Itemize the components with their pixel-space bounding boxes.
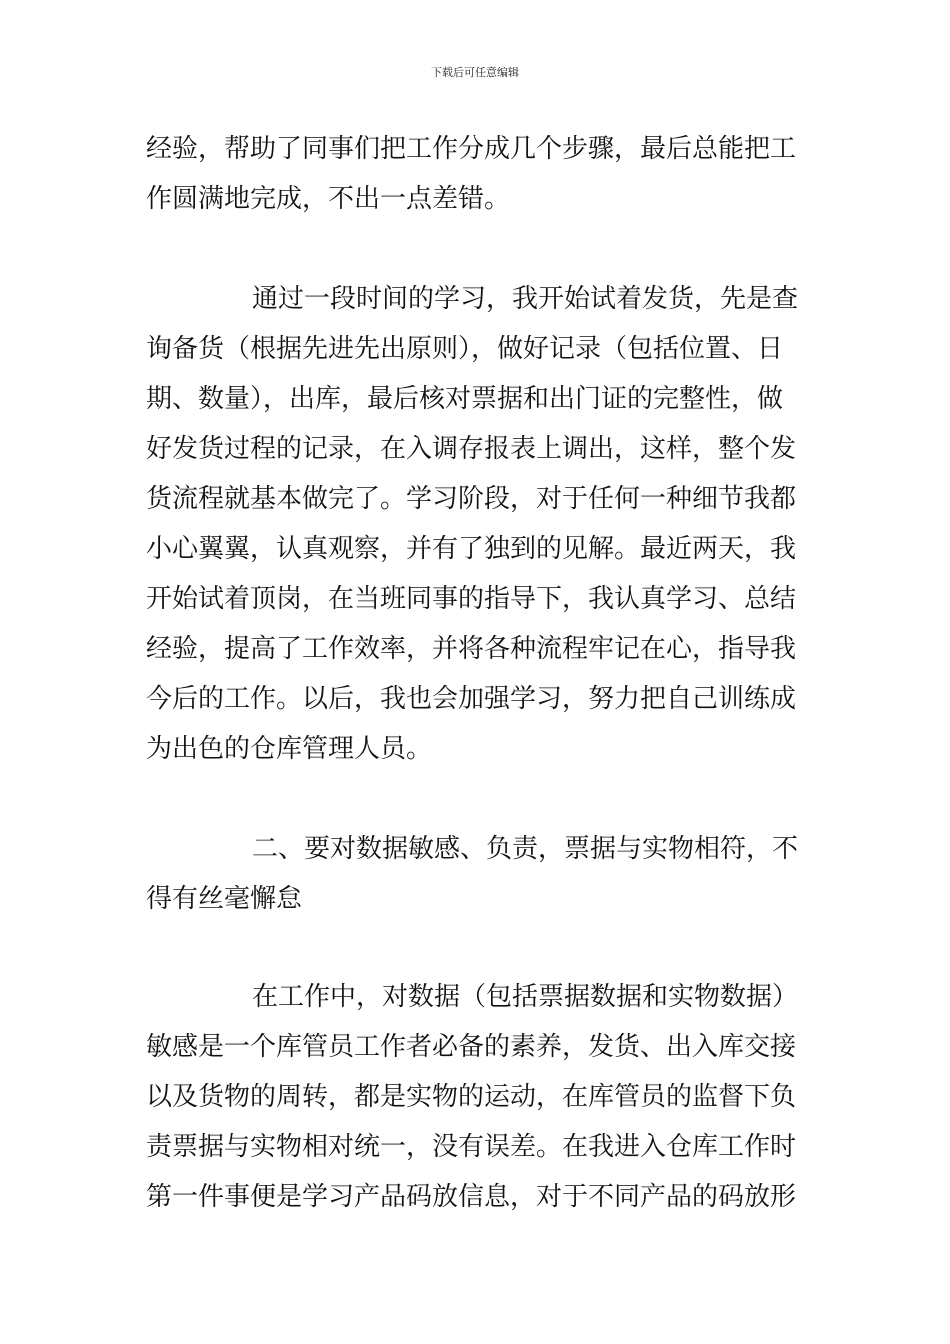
section-heading-line: 得有丝毫懈怠: [146, 884, 303, 914]
body-line: 今后的工作。以后，我也会加强学习，努力把自己训练成: [146, 684, 797, 714]
body-line: 在工作中，对数据（包括票据数据和实物数据）: [252, 982, 799, 1012]
body-line: 经验，帮助了同事们把工作分成几个步骤，最后总能把工: [146, 134, 797, 164]
body-line: 期、数量），出库，最后核对票据和出门证的完整性，做: [146, 384, 784, 414]
body-line: 开始试着顶岗，在当班同事的指导下，我认真学习、总结: [146, 584, 797, 614]
body-line: 好发货过程的记录，在入调存报表上调出，这样，整个发: [146, 434, 797, 464]
body-line: 作圆满地完成，不出一点差错。: [146, 184, 511, 214]
body-line: 敏感是一个库管员工作者必备的素养，发货、出入库交接: [146, 1032, 797, 1062]
page-header: 下载后可任意编辑: [431, 66, 519, 79]
body-line: 询备货（根据先进先出原则），做好记录（包括位置、日: [146, 334, 784, 364]
body-line: 第一件事便是学习产品码放信息，对于不同产品的码放形: [146, 1182, 797, 1212]
body-line: 以及货物的周转，都是实物的运动，在库管员的监督下负: [146, 1082, 797, 1112]
body-line: 为出色的仓库管理人员。: [146, 734, 433, 764]
body-line: 责票据与实物相对统一，没有误差。在我进入仓库工作时: [146, 1132, 797, 1162]
body-line: 通过一段时间的学习，我开始试着发货，先是查: [252, 284, 799, 314]
section-heading-line: 二、要对数据敏感、负责，票据与实物相符，不: [252, 834, 799, 864]
body-line: 货流程就基本做完了。学习阶段，对于任何一种细节我都: [146, 484, 797, 514]
body-line: 小心翼翼，认真观察，并有了独到的见解。最近两天，我: [146, 534, 797, 564]
body-line: 经验，提高了工作效率，并将各种流程牢记在心，指导我: [146, 634, 797, 664]
